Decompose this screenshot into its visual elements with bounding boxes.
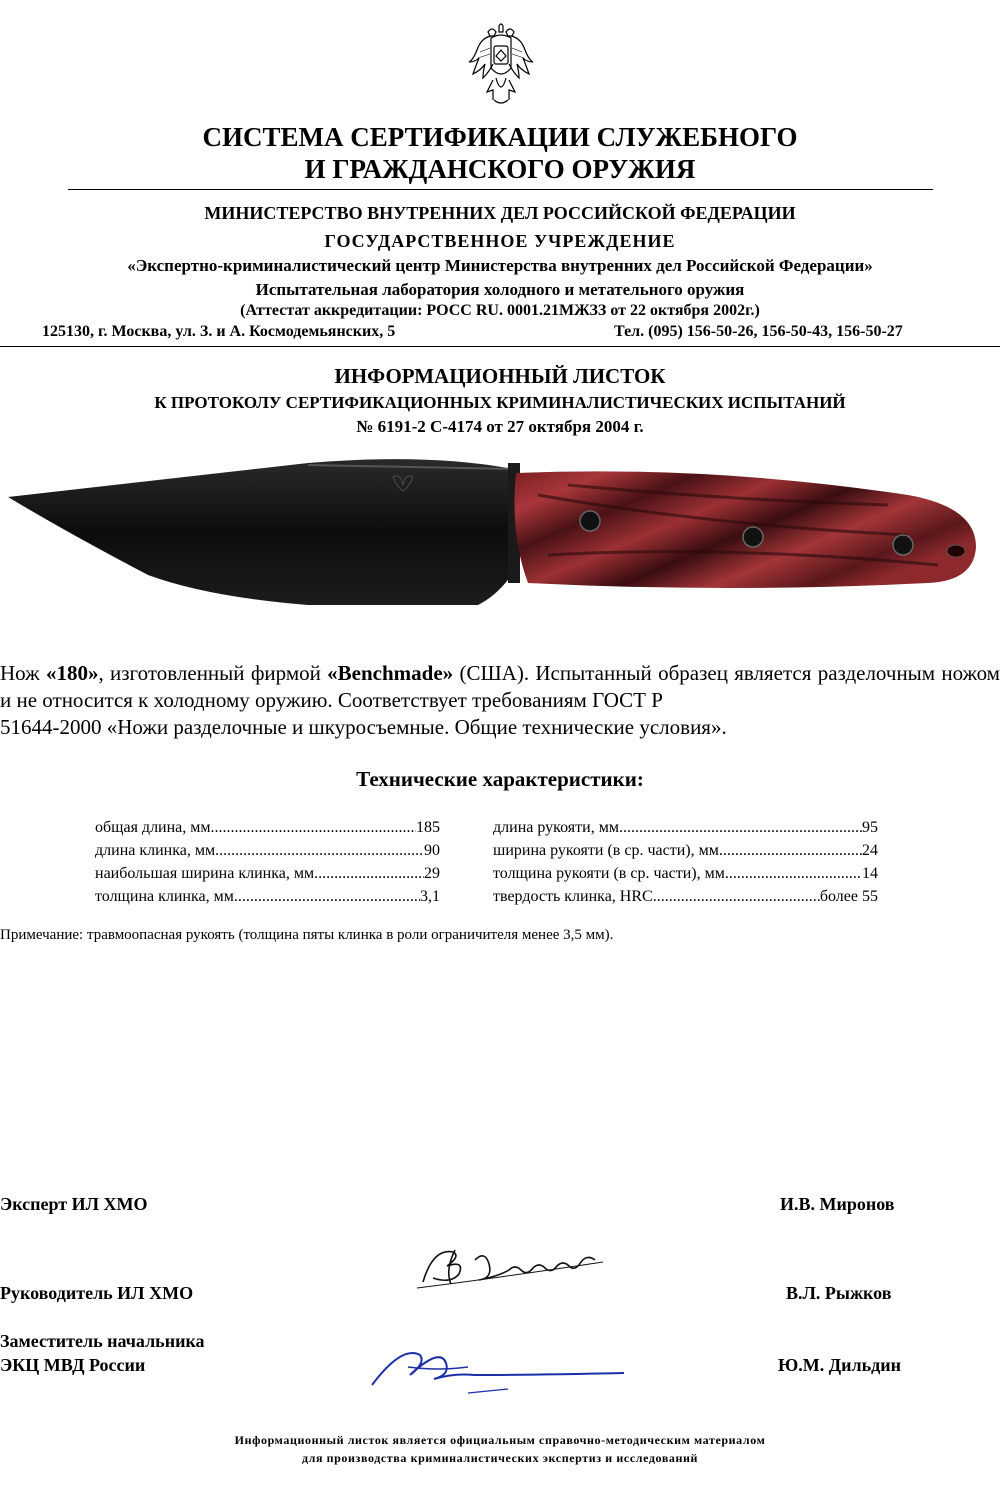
footer-line1: Информационный листок является официальным справочно-методическим материалом: [234, 1433, 766, 1447]
sheet-subtitle: К ПРОТОКОЛУ СЕРТИФИКАЦИОННЫХ КРИМИНАЛИСТИЧЕСКИХ ИСПЫТАНИЙ: [154, 393, 846, 412]
protocol-number: № 6191-2 С-4174 от 27 октября 2004 г.: [356, 417, 644, 436]
spec-row: [493, 816, 878, 839]
signature-mark-blue: [368, 1345, 628, 1397]
signer-name: В.Л. Рыжков: [786, 1283, 892, 1303]
spec-row: [95, 816, 440, 839]
desc-text-2: , изготовленный фирмой: [98, 661, 328, 685]
title-divider: [68, 189, 933, 190]
spec-row: [493, 839, 878, 862]
lab-name: Испытательная лаборатория холодного и метательного оружия: [255, 280, 745, 299]
spec-label: общая длина, мм: [95, 819, 211, 836]
signer-role: Эксперт ИЛ ХМО: [0, 1194, 148, 1214]
header-divider: [0, 346, 1000, 347]
description-paragraph: [0, 660, 1000, 714]
signer-name: Ю.М. Дильдин: [778, 1355, 901, 1375]
spec-label: твердость клинка, HRC: [493, 888, 653, 905]
specs-heading: Технические характеристики:: [356, 767, 644, 791]
accreditation: (Аттестат аккредитации: РОСС RU. 0001.21МЖЗЗ от 22 октября 2002г.): [240, 302, 760, 319]
spec-row: [95, 839, 440, 862]
spec-value: 29: [424, 865, 440, 882]
system-title-line1: СИСТЕМА СЕРТИФИКАЦИИ СЛУЖЕБНОГО: [202, 122, 798, 152]
address: 125130, г. Москва, ул. З. и А. Космодемьянских, 5: [42, 323, 396, 340]
desc-standard: 51644-2000 «Ножи разделочные и шкуросъемные. Общие технические условия».: [0, 715, 727, 739]
spec-label: наибольшая ширина клинка, мм: [95, 865, 315, 882]
spec-row: [95, 862, 440, 885]
spec-label: толщина клинка, мм: [95, 888, 234, 905]
specs-right-column: [493, 816, 878, 908]
desc-text-1: Нож: [0, 661, 46, 685]
spec-label: ширина рукояти (в ср. части), мм: [493, 842, 719, 859]
center-name: «Экспертно-криминалистический центр Министерства внутренних дел Российской Федерации»: [127, 256, 873, 275]
ministry-name: МИНИСТЕРСТВО ВНУТРЕННИХ ДЕЛ РОССИЙСКОЙ ФЕДЕРАЦИИ: [204, 203, 796, 223]
spec-value: 3,1: [420, 888, 440, 905]
specs-left-column: [95, 816, 440, 908]
signer-role-line2: ЭКЦ МВД России: [0, 1355, 146, 1375]
spec-value: 95: [862, 819, 878, 836]
note: Примечание: травмоопасная рукоять (толщина пяты клинка в роли ограничителя менее 3,5 мм).: [0, 927, 614, 943]
spec-label: длина клинка, мм: [95, 842, 216, 859]
desc-text-3: (США). Испытанный образец является разделочным ножом и не относится к холодному оружию. Соответствует требованиям ГОСТ Р: [0, 661, 1000, 712]
footer-line2: для производства криминалистических экспертиз и исследований: [301, 1451, 699, 1465]
spec-value: 90: [424, 842, 440, 859]
signer-role: Руководитель ИЛ ХМО: [0, 1283, 194, 1303]
spec-label: длина рукояти, мм: [493, 819, 619, 836]
spec-value: более 55: [819, 888, 878, 905]
knife-model: «180»: [45, 661, 99, 685]
phone: Тел. (095) 156-50-26, 156-50-43, 156-50-27: [614, 323, 903, 340]
spec-row: [95, 885, 440, 908]
knife-photo: [8, 455, 998, 625]
coat-of-arms-emblem: [466, 22, 536, 110]
knife-maker: «Benchmade»: [327, 661, 454, 685]
spec-row: [493, 885, 878, 908]
signature-mark-black: [415, 1240, 615, 1300]
spec-label: толщина рукояти (в ср. части), мм: [493, 865, 725, 882]
system-title-line2: И ГРАЖДАНСКОГО ОРУЖИЯ: [304, 154, 696, 184]
signer-role: Заместитель начальника: [0, 1331, 205, 1351]
sheet-title: ИНФОРМАЦИОННЫЙ ЛИСТОК: [334, 364, 666, 388]
spec-row: [493, 862, 878, 885]
signer-name: И.В. Миронов: [780, 1194, 895, 1214]
spec-value: 14: [862, 865, 878, 882]
spec-value: 185: [416, 819, 440, 836]
institution-name: ГОСУДАРСТВЕННОЕ УЧРЕЖДЕНИЕ: [324, 231, 676, 251]
spec-value: 24: [862, 842, 878, 859]
